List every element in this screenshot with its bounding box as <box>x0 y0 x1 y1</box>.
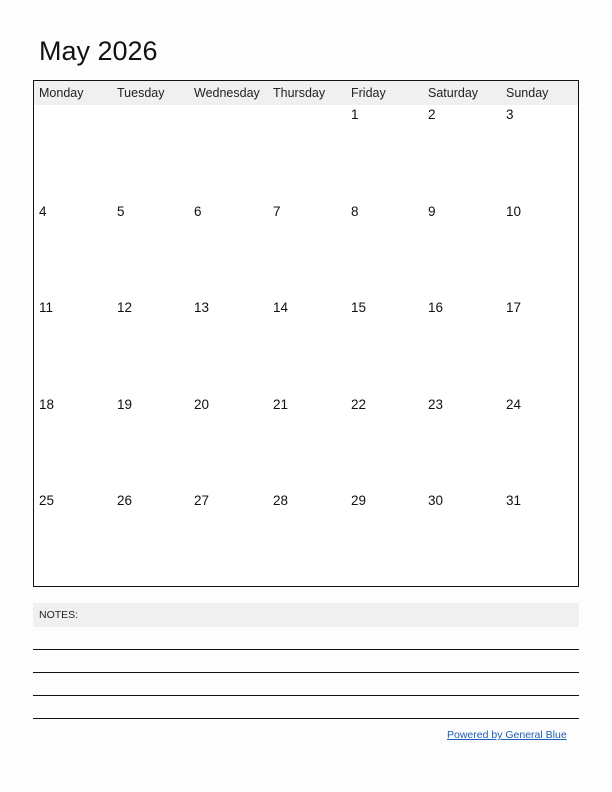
day-cell: 10 <box>506 203 522 219</box>
day-cell: 9 <box>428 203 436 219</box>
day-cell: 13 <box>194 300 210 315</box>
day-cell: 27 <box>194 493 210 508</box>
day-cell: 5 <box>117 203 125 219</box>
day-cell: 30 <box>428 493 444 508</box>
day-cell: 2 <box>428 107 436 122</box>
day-cell: 16 <box>428 300 444 315</box>
notes-line <box>33 718 579 719</box>
day-cell: 18 <box>39 396 55 412</box>
day-cell: 29 <box>351 493 367 508</box>
weekday-monday: Monday <box>39 86 84 100</box>
day-cell: 4 <box>39 203 47 219</box>
weekday-friday: Friday <box>351 86 386 100</box>
day-cell: 14 <box>273 300 289 315</box>
day-cell: 25 <box>39 493 55 508</box>
day-cell: 6 <box>194 203 202 219</box>
calendar-grid <box>33 80 579 587</box>
day-cell: 8 <box>351 203 359 219</box>
day-cell: 26 <box>117 493 133 508</box>
notes-line <box>33 672 579 673</box>
notes-line <box>33 695 579 696</box>
page-title: May 2026 <box>39 36 158 66</box>
day-cell: 23 <box>428 396 444 412</box>
day-cell: 28 <box>273 493 289 508</box>
day-cell: 15 <box>351 300 367 315</box>
day-cell: 7 <box>273 203 281 219</box>
day-cell: 12 <box>117 300 133 315</box>
day-cell: 11 <box>39 300 54 315</box>
day-cell: 19 <box>117 396 133 412</box>
day-cell: 21 <box>273 396 289 412</box>
powered-by-link[interactable]: Powered by General Blue <box>447 729 567 741</box>
day-cell: 3 <box>506 107 514 122</box>
weekday-tuesday: Tuesday <box>117 86 165 100</box>
day-cell: 20 <box>194 396 210 412</box>
weekday-thursday: Thursday <box>273 86 326 100</box>
weekday-header-row <box>34 81 578 105</box>
weekday-saturday: Saturday <box>428 86 479 100</box>
day-cell: 17 <box>506 300 522 315</box>
notes-label: NOTES: <box>39 609 79 621</box>
notes-header <box>33 603 579 627</box>
notes-line <box>33 649 579 650</box>
weekday-sunday: Sunday <box>506 86 549 100</box>
day-cell: 24 <box>506 396 522 412</box>
day-cell: 22 <box>351 396 367 412</box>
weekday-wednesday: Wednesday <box>194 86 260 100</box>
day-cell: 1 <box>351 107 359 122</box>
day-cell: 31 <box>506 493 522 508</box>
